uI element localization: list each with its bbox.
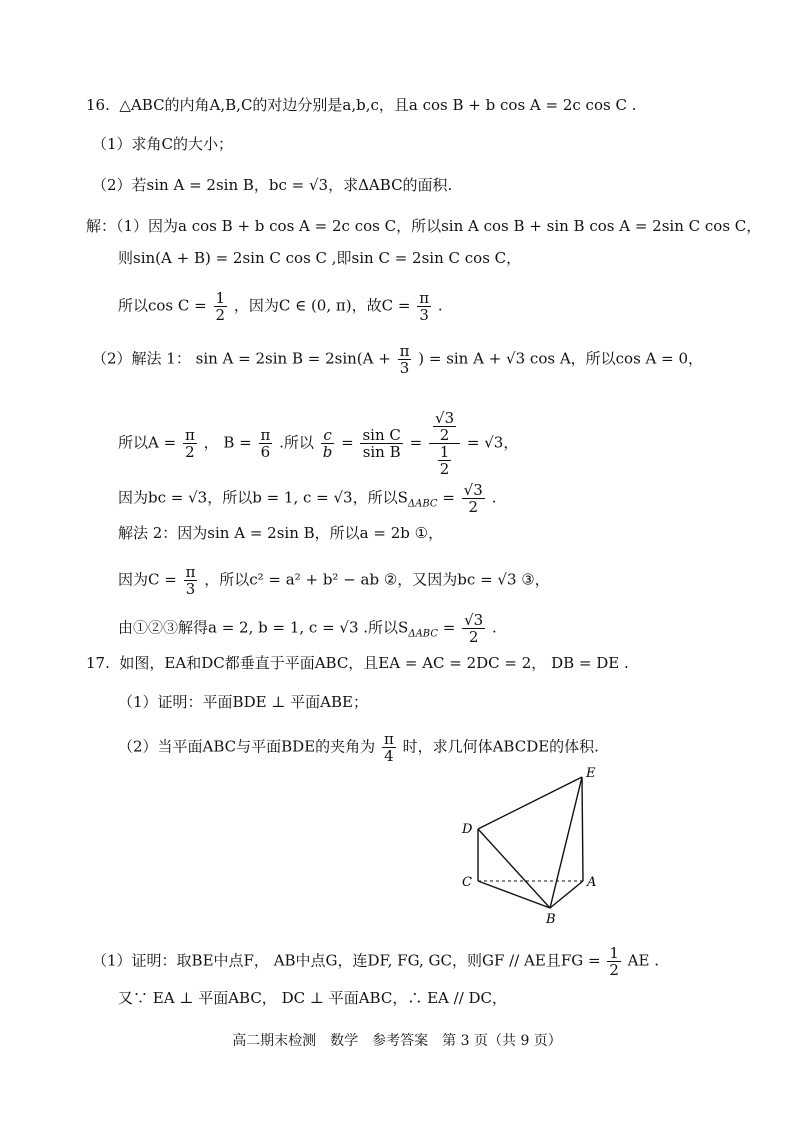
q17-part1: （1）证明：平面BDE ⊥ 平面ABE；	[118, 693, 368, 711]
edge-DE	[478, 777, 582, 829]
q16-solution-line1: 解：（1）因为a cos B + b cos A = 2c cos C，所以sin A cos B + sin B cos A = 2sin C cos C，	[86, 217, 762, 235]
q16-method1-line1: （2）解法 1： sin A = 2sin B = 2sin(A + $\frac{\pi}{3}$ ) = sin A + √3 cos A，所以cos A = 0，	[92, 342, 704, 377]
fraction: $\frac{\pi}{2}$	[184, 426, 195, 461]
fraction: $\frac{\pi}{3}$	[419, 289, 430, 324]
fraction: $\frac{√3}{2}$	[464, 611, 484, 646]
edge-DB	[478, 829, 550, 908]
fraction: $\frac{\pi}{3}$	[185, 563, 196, 598]
fraction: $\frac{\pi}{4}$	[383, 730, 394, 765]
q16-solution-line3: 所以cos C = $\frac{1}{2}$ ，因为C ∈ (0, π)，故C = $\frac{\pi}{3}$ .	[118, 289, 443, 324]
q16-part2: （2）若sin A = 2sin B，bc = √3，求ΔABC的面积.	[92, 176, 453, 194]
q16-method2-line3: 由①②③解得a = 2, b = 1, c = √3 .所以$S_{\Delta ABC}$ = $\frac{√3}{2}$ .	[118, 611, 497, 646]
q16-method1-line3: 因为bc = √3，所以b = 1, c = √3，所以$S_{\Delta ABC}$ = $\frac{√3}{2}$ .	[118, 481, 497, 516]
compound-fraction: $\frac{\frac{√3}{2}}{\frac{1}{2}}$	[429, 410, 460, 477]
geometry-figure	[450, 765, 620, 925]
q17-proof-line1: （1）证明：取BE中点F， AB中点G，连DF, FG, GC，则GF // AE且FG = $\frac{1}{2}$ AE .	[92, 944, 659, 979]
label-A: A	[587, 875, 597, 890]
edge-EA	[582, 777, 583, 881]
label-C: C	[462, 875, 472, 890]
q16-part1: （1）求角C的大小；	[92, 135, 234, 153]
edge-CB	[478, 881, 550, 908]
label-D: D	[462, 822, 473, 837]
q17-intro: 17. 如图，EA和DC都垂直于平面ABC，且EA = AC = 2DC = 2， DB = DE .	[86, 654, 629, 672]
q17-proof-line2: 又∵ EA ⊥ 平面ABC， DC ⊥ 平面ABC，∴ EA // DC，	[118, 989, 508, 1007]
fraction: $\frac{\text{sin C}}{\text{sin B}}$	[362, 426, 401, 461]
fraction: $\frac{\pi}{6}$	[260, 426, 271, 461]
q16-solution-line2: 则sin(A + B) = 2sin C cos C ,即sin C = 2sin C cos C，	[118, 249, 522, 267]
q16-method2-line2: 因为C = $\frac{\pi}{3}$ ，所以c² = a² + b² − ab ②，又因为bc = √3 ③，	[118, 563, 550, 598]
edge-EB	[550, 777, 582, 908]
label-E: E	[586, 766, 596, 781]
q17-part2: （2）当平面ABC与平面BDE的夹角为 $\frac{\pi}{4}$ 时，求几何体ABCDE的体积.	[118, 730, 599, 765]
fraction: $\frac{1}{2}$	[215, 289, 226, 324]
fraction: $\frac{√3}{2}$	[463, 481, 483, 516]
label-B: B	[546, 912, 556, 925]
fraction: $\frac{c}{b}$	[322, 426, 333, 461]
q16-method2-line1: 解法 2：因为sin A = 2sin B，所以a = 2b ①，	[118, 524, 444, 542]
fraction: $\frac{\pi}{3}$	[399, 342, 410, 377]
fraction: $\frac{1}{2}$	[609, 944, 619, 979]
q16-intro: 16. △ABC的内角A,B,C的对边分别是a,b,c，且a cos B + b cos A = 2c cos C .	[86, 96, 637, 114]
q16-method1-line2: 所以A = $\frac{\pi}{2}$ ， B = $\frac{\pi}{6}$ .所以 $\frac{c}{b}$ = $\frac{\text{sin C}}{\text{sin B}}$ = $\frac{\frac{√3}{2}}{\frac{1}{2}}$ = √3，	[118, 409, 519, 478]
page-footer: 高二期末检测 数学 参考答案 第 3 页（共 9 页）	[232, 1033, 562, 1049]
